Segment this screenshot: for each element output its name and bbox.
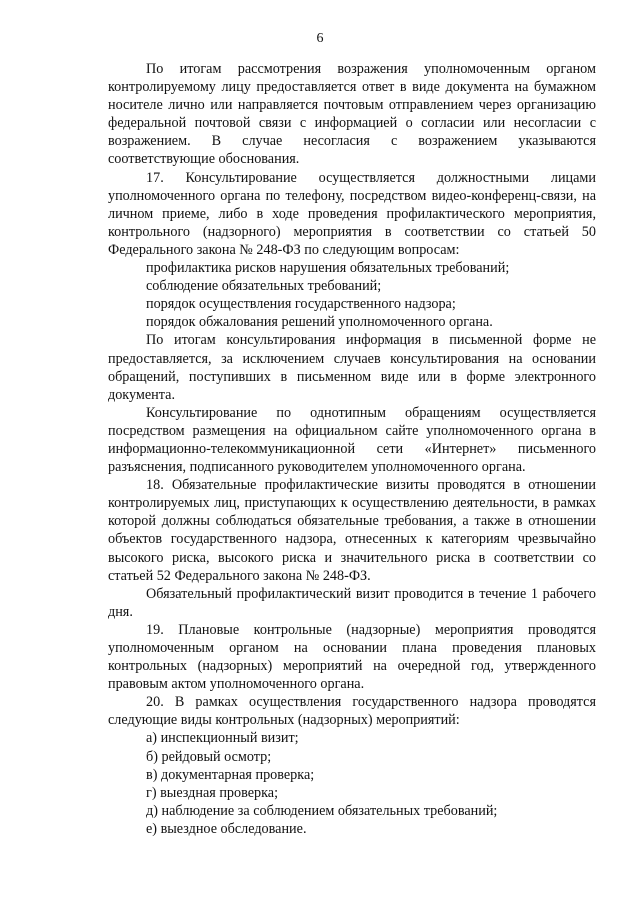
- consulting-topic-item: порядок обжалования решений уполномоченного органа.: [146, 314, 493, 331]
- paragraph-similar-requests: Консультирование по однотипным обращениям осуществляется посредством размещения на официальном сайте уполномоченного органа в информационно-телекоммуникационной сети «Интернет» письменного разъяснения, подписанного руководителем уполномоченного органа.: [108, 404, 596, 476]
- measure-type-item: а) инспекционный визит;: [146, 730, 299, 747]
- measure-type-item: д) наблюдение за соблюдением обязательных требований;: [146, 802, 498, 819]
- consulting-topic-item: соблюдение обязательных требований;: [146, 278, 382, 295]
- consulting-topic-item: профилактика рисков нарушения обязательных требований;: [146, 260, 510, 277]
- paragraph-17-consulting: 17. Консультирование осуществляется должностными лицами уполномоченного органа по телефону, посредством видео-конференц-связи, на личном приеме, либо в ходе проведения профилактического мероприятия, контрольного (надзорного) мероприятия в соответствии со статьей 50 Федерального закона № 248-ФЗ по следующим вопросам:: [108, 169, 596, 258]
- paragraph-18-mandatory-visits: 18. Обязательные профилактические визиты проводятся в отношении контролируемых лиц, приступающих к осуществлению деятельности, в рамках которой должны соблюдаться обязательные требования, а также в отношении объектов государственного надзора, отнесенных к категориям чрезвычайно высокого риска, высокого риска и значительного риска в соответствии со статьей 52 Федерального закона № 248-ФЗ.: [108, 477, 596, 584]
- paragraph-19-planned-measures: 19. Плановые контрольные (надзорные) мероприятия проводятся уполномоченным органом на основании плана проведения плановых контрольных (надзорных) мероприятий на очередной год, утвержденного правовым актом уполномоченного органа.: [108, 621, 596, 693]
- paragraph-20-measure-types: 20. В рамках осуществления государственного надзора проводятся следующие виды контрольных (надзорных) мероприятий:: [108, 694, 596, 729]
- page-number: 6: [316, 31, 324, 46]
- paragraph-objection-response: По итогам рассмотрения возражения уполномоченным органом контролируемому лицу предоставляется ответ в виде документа на бумажном носителе лично или направляется почтовым отправлением через организацию федеральной почтовой связи с информацией о согласии или несогласии с возражением. В случае несогласия с возражением указываются соответствующие обоснования.: [108, 61, 596, 168]
- measure-type-item: г) выездная проверка;: [146, 784, 279, 801]
- measure-type-item: е) выездное обследование.: [146, 820, 307, 837]
- consulting-topic-item: порядок осуществления государственного надзора;: [146, 296, 456, 313]
- measure-type-item: в) документарная проверка;: [146, 766, 315, 783]
- paragraph-visit-duration: Обязательный профилактический визит проводится в течение 1 рабочего дня.: [108, 585, 596, 620]
- paragraph-consulting-results: По итогам консультирования информация в письменной форме не предоставляется, за исключением случаев консультирования на основании обращений, поступивших в письменном виде или в форме электронного документа.: [108, 332, 596, 403]
- measure-type-item: б) рейдовый осмотр;: [146, 748, 272, 765]
- document-body: [108, 60, 596, 838]
